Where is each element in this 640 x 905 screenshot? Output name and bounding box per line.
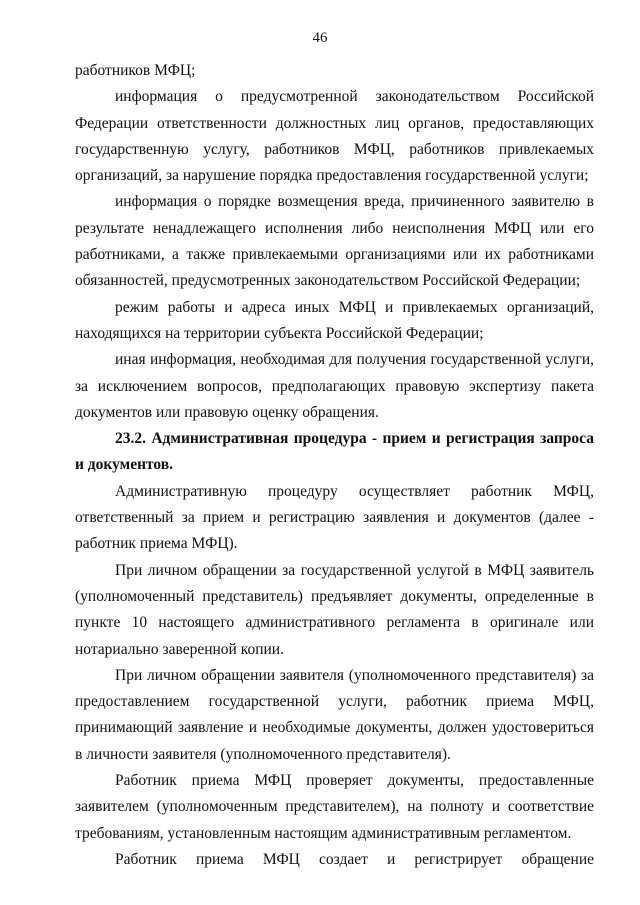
paragraph-work-schedule-info: режим работы и адреса иных МФЦ и привлекаемых организаций, находящихся на территории субъекта Российской Федерации; [75,298,594,342]
page-number: 46 [312,30,328,46]
paragraph-identity-check: При личном обращении заявителя (уполномоченного представителя) за предоставлением государственной услуги, работник приема МФЦ, принимающий заявление и необходимые документы, должен удостовериться в личности заявителя (уполномоченного представителя). [75,666,594,763]
paragraph-continuation: работников МФЦ; [75,62,196,79]
paragraph-registration: Работник приема МФЦ создает и регистрирует обращение [115,850,594,868]
paragraph-procedure-executor: Административную процедуру осуществляет работник МФЦ, ответственный за прием и регистрацию заявления и документов (далее - работник приема МФЦ). [75,482,594,553]
document-body [75,58,594,873]
paragraph-other-info: иная информация, необходимая для получения государственной услуги, за исключением вопросов, предполагающих правовую экспертизу пакета документов или правовую оценку обращения. [75,351,594,421]
section-heading-23-2: 23.2. Административная процедура - прием и регистрация запроса и документов. [75,430,594,474]
paragraph-document-check: Работник приема МФЦ проверяет документы, предоставленные заявителем (уполномоченным представителем), на полноту и соответствие требованиям, установленным настоящим административным регламентом. [75,772,594,842]
paragraph-personal-request: При личном обращении за государственной услугой в МФЦ заявитель (уполномоченный представитель) предъявляет документы, определенные в пункте 10 настоящего административного регламента в оригинале или нотариально заверенной копии. [75,561,594,658]
paragraph-damage-compensation-info: информация о порядке возмещения вреда, причиненного заявителю в результате ненадлежащего исполнения либо неисполнения МФЦ или его работниками, а также привлекаемыми организациями или их работниками обязанностей, предусмотренных законодательством Российской Федерации; [75,193,594,290]
paragraph-liability-info: информация о предусмотренной законодательством Российской Федерации ответственности должностных лиц органов, предоставляющих государственную услугу, работников МФЦ, работников привлекаемых организаций, за нарушение порядка предоставления государственной услуги; [75,88,594,185]
